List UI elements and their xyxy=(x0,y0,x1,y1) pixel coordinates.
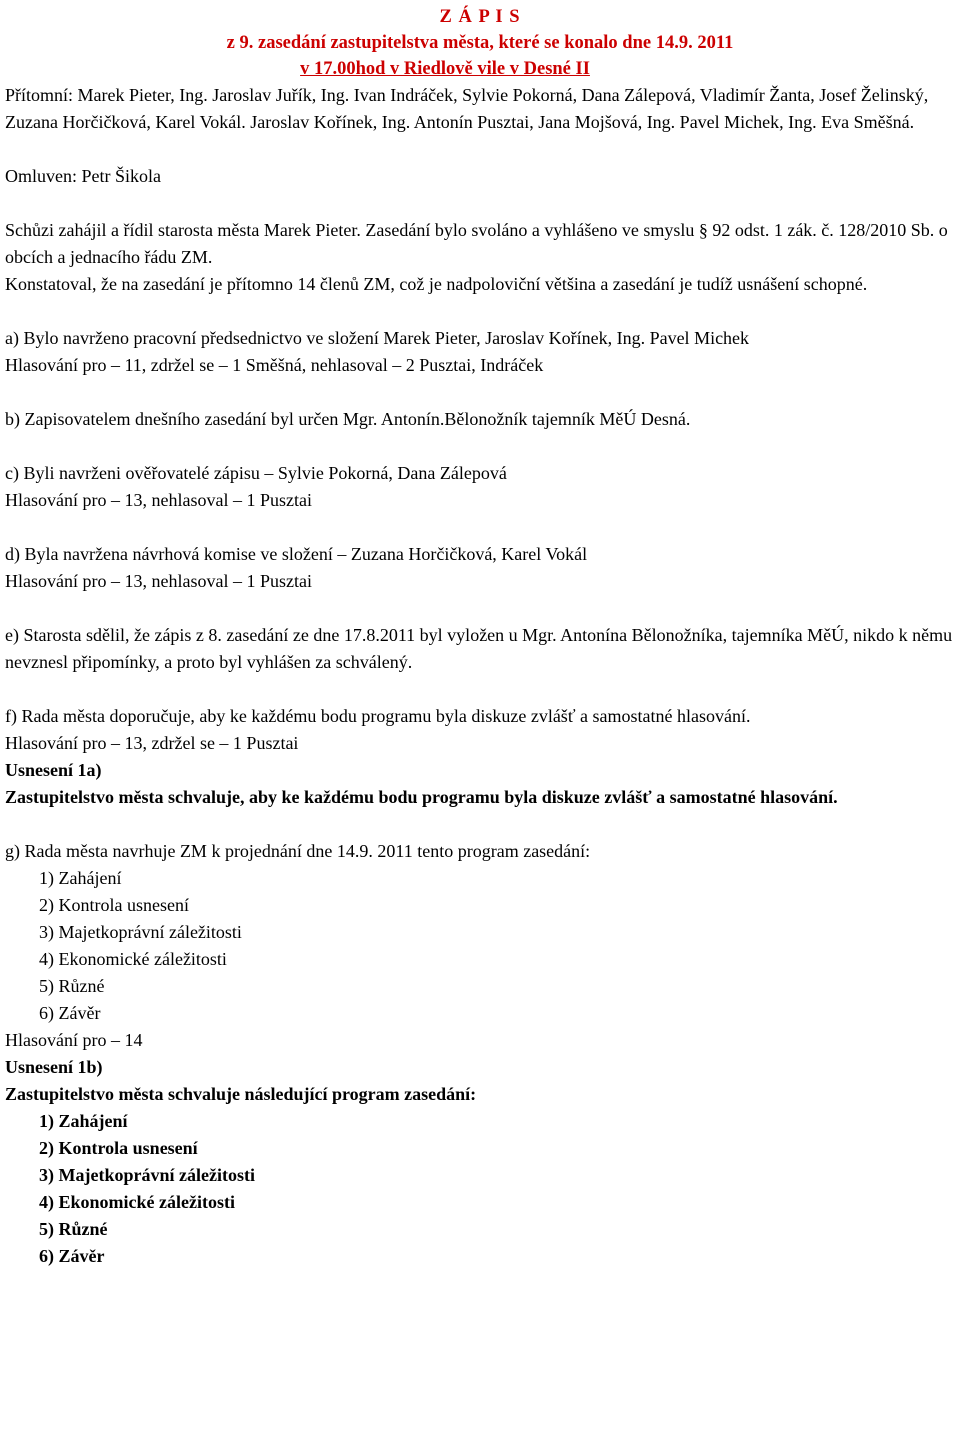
meeting-venue-text: v 17.00hod v Riedlově vile v Desné II xyxy=(300,59,590,79)
item-b-text: b) Zapisovatelem dnešního zasedání byl určen Mgr. Antonín.Bělonožník tajemník MěÚ Desná. xyxy=(5,409,691,429)
list-item: 1) Zahájení xyxy=(39,868,122,888)
program-approved-list xyxy=(5,1108,955,1270)
item-a-vote: Hlasování pro – 11, zdržel se – 1 Směšná, nehlasoval – 2 Pusztai, Indráček xyxy=(5,355,544,375)
quorum-statement: Konstatoval, že na zasedání je přítomno 14 členů ZM, což je nadpoloviční většina a zasedání je tudíž usnášení schopné. xyxy=(5,274,868,294)
document-page xyxy=(5,4,955,1270)
item-e-text: e) Starosta sdělil, že zápis z 8. zasedání ze dne 17.8.2011 byl vyložen u Mgr. Antonína Bělonožníka, tajemníka MěÚ, nikdo k němu nevznesl připomínky, a proto byl vyhlášen za schválený. xyxy=(5,625,953,672)
attendance-present: Přítomní: Marek Pieter, Ing. Jaroslav Juřík, Ing. Ivan Indráček, Sylvie Pokorná, Dana Zálepová, Vladimír Žanta, Josef Želinský, Zuzana Horčičková, Karel Vokál. Jaroslav Kořínek, Ing. Antonín Pusztai, Jana Mojšová, Ing. Pavel Michek, Ing. Eva Směšná. xyxy=(5,85,929,132)
list-item: 2) Kontrola usnesení xyxy=(39,1138,198,1158)
list-item: 3) Majetkoprávní záležitosti xyxy=(39,1165,255,1185)
meeting-venue xyxy=(5,56,955,82)
list-item: 1) Zahájení xyxy=(39,1111,128,1131)
program-proposal-list xyxy=(5,865,955,1027)
item-d-vote: Hlasování pro – 13, nehlasoval – 1 Pusztai xyxy=(5,571,312,591)
item-d-text: d) Byla navržena návrhová komise ve složení – Zuzana Horčičková, Karel Vokál xyxy=(5,544,588,564)
item-f-text: f) Rada města doporučuje, aby ke každému bodu programu byla diskuze zvlášť a samostatné hlasování. xyxy=(5,706,751,726)
list-item: 2) Kontrola usnesení xyxy=(39,895,189,915)
meeting-opening: Schůzi zahájil a řídil starosta města Marek Pieter. Zasedání bylo svoláno a vyhlášeno ve smyslu § 92 odst. 1 zák. č. 128/2010 Sb. o obcích a jednacího řádu ZM. xyxy=(5,220,948,267)
list-item: 3) Majetkoprávní záležitosti xyxy=(39,922,242,942)
list-item: 5) Různé xyxy=(39,976,105,996)
item-c-text: c) Byli navrženi ověřovatelé zápisu – Sylvie Pokorná, Dana Zálepová xyxy=(5,463,507,483)
resolution-1a-text: Zastupitelstvo města schvaluje, aby ke každému bodu programu byla diskuze zvlášť a samostatné hlasování. xyxy=(5,787,838,807)
list-item: 6) Závěr xyxy=(39,1246,105,1266)
item-g-text: g) Rada města navrhuje ZM k projednání dne 14.9. 2011 tento program zasedání: xyxy=(5,841,591,861)
resolution-1b-text: Zastupitelstvo města schvaluje následující program zasedání: xyxy=(5,1084,477,1104)
list-item: 4) Ekonomické záležitosti xyxy=(39,949,227,969)
list-item: 5) Různé xyxy=(39,1219,108,1239)
list-item: 6) Závěr xyxy=(39,1003,101,1023)
resolution-1a-title: Usnesení 1a) xyxy=(5,760,102,780)
item-g-vote: Hlasování pro – 14 xyxy=(5,1030,143,1050)
item-c-vote: Hlasování pro – 13, nehlasoval – 1 Pusztai xyxy=(5,490,312,510)
document-subtitle: z 9. zasedání zastupitelstva města, které se konalo dne 14.9. 2011 xyxy=(226,33,734,53)
resolution-1b-title: Usnesení 1b) xyxy=(5,1057,103,1077)
item-a-text: a) Bylo navrženo pracovní předsednictvo ve složení Marek Pieter, Jaroslav Kořínek, Ing. Pavel Michek xyxy=(5,328,750,348)
attendance-excused: Omluven: Petr Šikola xyxy=(5,166,161,186)
document-title: Z Á P I S xyxy=(439,7,521,27)
list-item: 4) Ekonomické záležitosti xyxy=(39,1192,235,1212)
item-f-vote: Hlasování pro – 13, zdržel se – 1 Pusztai xyxy=(5,733,299,753)
